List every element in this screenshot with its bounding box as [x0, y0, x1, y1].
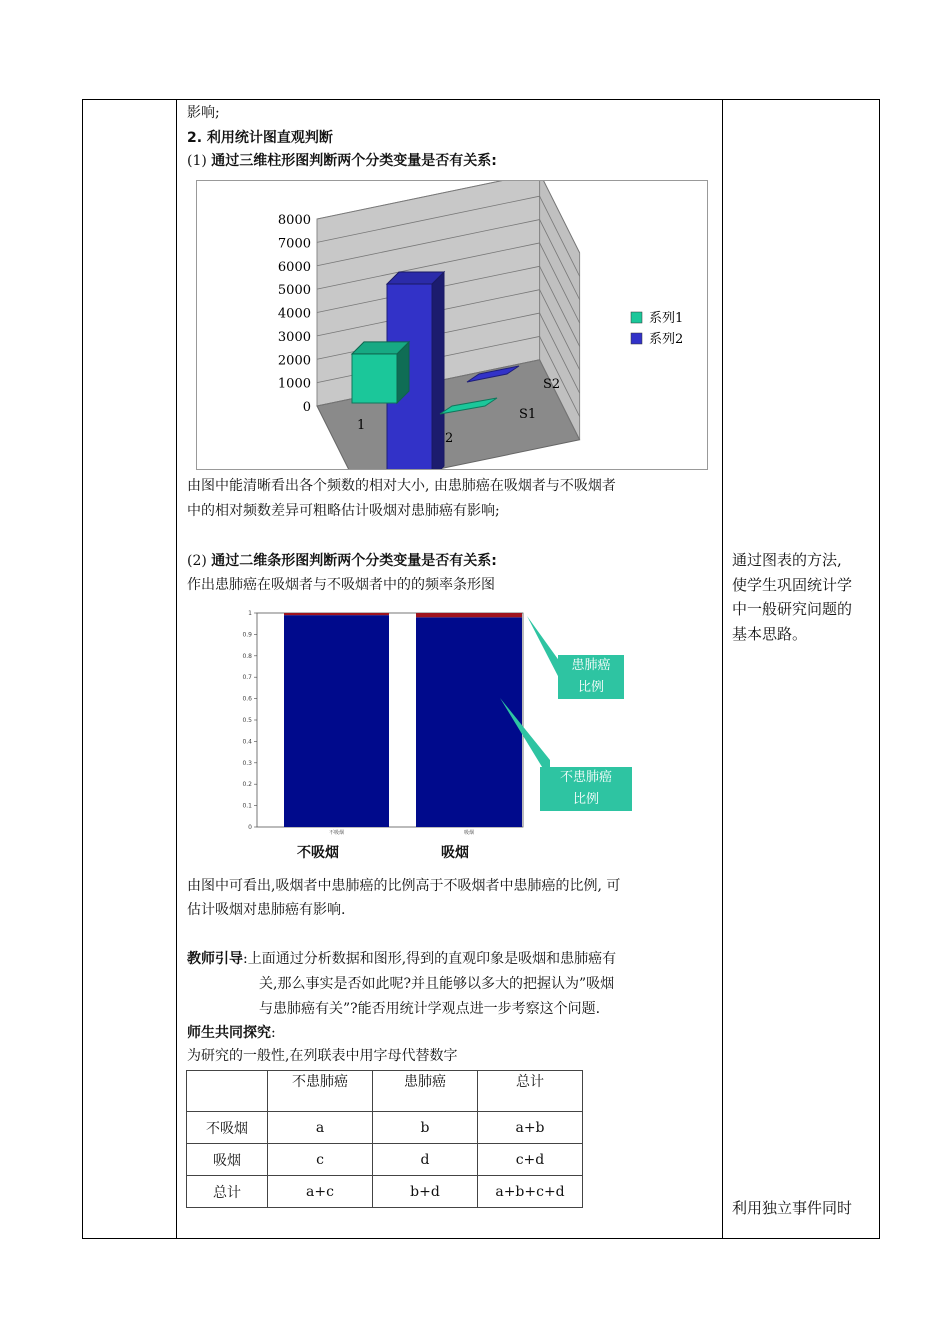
- chart-xtick-label: 1: [357, 418, 366, 433]
- table-cell: d: [373, 1144, 478, 1176]
- sub-title: 通过二维条形图判断两个分类变量是否有关系:: [211, 553, 497, 569]
- legend-label: 系列1: [649, 311, 684, 326]
- column-divider-left: [176, 99, 177, 1239]
- table-cell: 总计: [187, 1176, 268, 1208]
- chart-depth-label: S2: [543, 377, 561, 392]
- paragraph-line: 为研究的一般性,在列联表中用字母代替数字: [187, 1048, 458, 1064]
- chart-depth-label: S1: [519, 407, 537, 422]
- paragraph-line: 关,那么事实是否如此呢?并且能够以多大的把握认为”吸烟: [259, 976, 615, 992]
- text-line: 影响;: [187, 105, 220, 121]
- side-note-line: 通过图表的方法,: [732, 551, 842, 569]
- chart-xtick-label: 不吸烟: [328, 830, 345, 836]
- chart-xtick-label: 2: [445, 431, 454, 446]
- paragraph-line: 由图中能清晰看出各个频数的相对大小, 由患肺癌在吸烟者与不吸烟者: [187, 478, 616, 494]
- side-note-1: [732, 548, 872, 646]
- table-header-row: [187, 1071, 583, 1112]
- explore-colon: :: [271, 1025, 276, 1041]
- teacher-text: :上面通过分析数据和图形,得到的直观印象是吸烟和患肺癌有: [243, 951, 617, 967]
- chart-ytick-label: 1000: [277, 376, 311, 392]
- callout-text: 不患肺癌 比例: [559, 770, 612, 807]
- table-cell: a+b+c+d: [478, 1176, 583, 1208]
- callout-text: 患肺癌 比例: [571, 658, 611, 695]
- legend-swatch: [631, 312, 642, 323]
- table-row: [187, 1176, 583, 1208]
- table-cell: 不吸烟: [187, 1112, 268, 1144]
- chart-ytick-label: 3000: [277, 329, 311, 345]
- table-row: [187, 1144, 583, 1176]
- paragraph-line: 中的相对频数差异可粗略估计吸烟对患肺癌有影响;: [187, 503, 500, 519]
- chart-ytick-label: 0.8: [242, 652, 252, 660]
- subheading-2: [187, 551, 497, 572]
- table-cell: 吸烟: [187, 1144, 268, 1176]
- side-note-line: 中一般研究问题的: [732, 600, 853, 618]
- chart-ytick-label: 5000: [277, 283, 311, 299]
- table-cell: a: [268, 1112, 373, 1144]
- callout-cancer-ratio: [558, 655, 624, 699]
- x-label-nonsmoker: 不吸烟: [297, 845, 339, 861]
- table-cell: [187, 1071, 268, 1112]
- chart-ytick-label: 1: [248, 610, 252, 617]
- table-cell: 总计: [478, 1071, 583, 1112]
- chart-ytick-label: 0: [248, 824, 252, 831]
- table-cell: 患肺癌: [373, 1071, 478, 1112]
- callout-noncancer-ratio: [540, 767, 632, 811]
- chart-ytick-label: 0.2: [242, 781, 252, 789]
- sub-title: 通过三维柱形图判断两个分类变量是否有关系:: [211, 153, 497, 169]
- chart-ytick-label: 0.4: [242, 738, 252, 746]
- x-label-smoker: 吸烟: [441, 845, 469, 861]
- paragraph-line: 由图中可看出,吸烟者中患肺癌的比例高于不吸烟者中患肺癌的比例, 可: [187, 878, 621, 894]
- chart-3d-column: [196, 180, 708, 470]
- chart-ytick-label: 0.7: [242, 674, 252, 682]
- explore-line: [187, 1023, 276, 1044]
- chart-ytick-label: 0.5: [242, 717, 252, 724]
- chart-ytick-label: 0.9: [242, 631, 252, 639]
- chart-ytick-label: 0: [302, 400, 311, 415]
- chart-ytick-label: 0.1: [242, 802, 252, 810]
- teacher-guide-line: [187, 949, 616, 970]
- sub-prefix: (1): [187, 153, 207, 169]
- side-note-line: 使学生巩固统计学: [732, 575, 853, 594]
- bar-cancer-segment: [284, 613, 389, 615]
- chart-3d-svg: [197, 181, 707, 469]
- teacher-label: 教师引导: [187, 951, 243, 967]
- side-note-line: 基本思路。: [732, 624, 808, 643]
- paragraph-line: 估计吸烟对患肺癌有影响.: [187, 902, 346, 918]
- chart-bar-side: [432, 272, 444, 469]
- chart-ytick-label: 6000: [277, 259, 311, 275]
- chart-2d-stacked-bar: [232, 608, 532, 868]
- table-row: [187, 1112, 583, 1144]
- sub-prefix: (2): [187, 553, 207, 569]
- chart-ytick-label: 4000: [277, 306, 311, 322]
- section-heading: 2. 利用统计图直观判断: [187, 130, 333, 146]
- chart-ytick-label: 0.6: [242, 695, 252, 703]
- explore-label: 师生共同探究: [187, 1025, 271, 1041]
- table-cell: b+d: [373, 1176, 478, 1208]
- chart-ytick-label: 0.3: [242, 759, 252, 767]
- chart-2d-svg: [232, 608, 532, 868]
- subheading-1: [187, 151, 497, 172]
- paragraph-line: 作出患肺癌在吸烟者与不吸烟者中的的频率条形图: [187, 577, 495, 593]
- bar-noncancer-segment: [284, 615, 389, 827]
- table-cell: 不患肺癌: [268, 1071, 373, 1112]
- chart-xtick-label: 吸烟: [463, 830, 475, 836]
- table-cell: a+b: [478, 1112, 583, 1144]
- chart-ytick-label: 2000: [277, 353, 311, 369]
- table-cell: c: [268, 1144, 373, 1176]
- callout-pointer-1: [527, 616, 560, 680]
- paragraph-line: 与患肺癌有关”?能否用统计学观点进一步考察这个问题.: [259, 1001, 601, 1017]
- legend-label: 系列2: [649, 332, 684, 347]
- side-note-2: 利用独立事件同时: [732, 1199, 853, 1217]
- legend-swatch: [631, 333, 642, 344]
- chart-bar-front: [352, 354, 397, 403]
- chart-ytick-label: 8000: [277, 213, 311, 228]
- table-cell: b: [373, 1112, 478, 1144]
- table-cell: c+d: [478, 1144, 583, 1176]
- table-cell: a+c: [268, 1176, 373, 1208]
- contingency-table: [186, 1070, 583, 1208]
- chart-ytick-label: 7000: [277, 236, 311, 252]
- column-divider-right: [722, 99, 723, 1239]
